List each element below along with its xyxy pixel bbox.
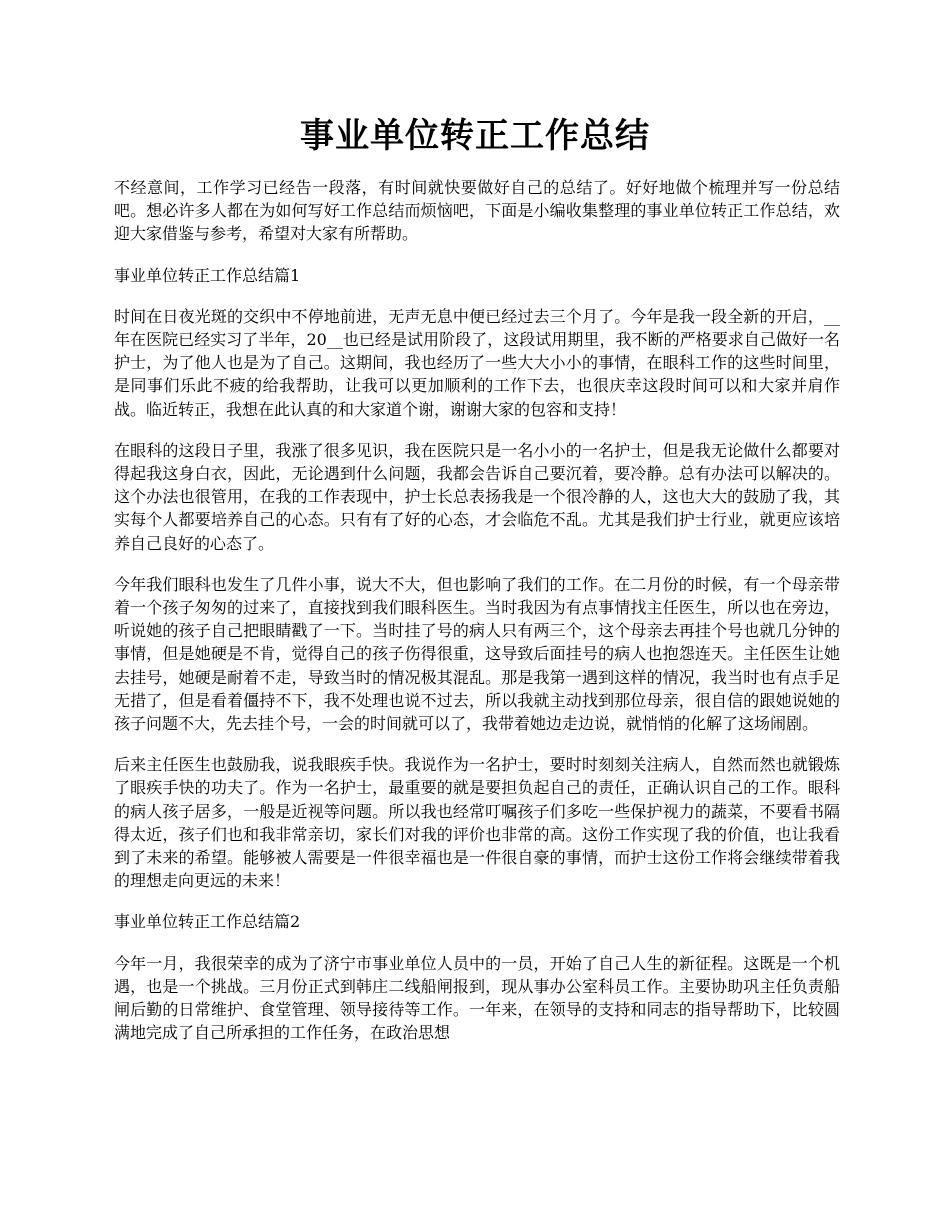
section-1-heading: 事业单位转正工作总结篇1 [114,265,301,285]
section-1-paragraph: 在眼科的这段日子里，我涨了很多见识，我在医院只是一名小小的一名护士，但是我无论做什么都要对得起我这身白衣，因此，无论遇到什么问题，我都会告诉自己要沉着，要冷静。总有办法可以解决的。这个办法也很管用，在我的工作表现中，护士长总表扬我是一个很冷静的人，这也大大的鼓励了我，其实每个人都要培养自己的心态。只有有了好的心态，才会临危不乱。尤其是我们护士行业，就更应该培养自己良好的心态了。 [114,440,840,553]
page-bottom-margin [0,1085,950,1230]
section-1-paragraph: 时间在日夜光斑的交织中不停地前进，无声无息中便已经过去三个月了。今年是我一段全新的开启，__年在医院已经实习了半年，20__也已经是试用阶段了，这段试用期里，我不断的严格要求自己做好一名护士，为了他人也是为了自己。这期间，我也经历了一些大大小小的事情，在眼科工作的这些时间里，是同事们乐此不疲的给我帮助，让我可以更加顺利的工作下去，也很庆幸这段时间可以和大家并肩作战。临近转正，我想在此认真的和大家道个谢，谢谢大家的包容和支持！ [114,306,840,419]
section-2-heading: 事业单位转正工作总结篇2 [114,912,301,932]
section-1-paragraph: 今年我们眼科也发生了几件小事，说大不大，但也影响了我们的工作。在二月份的时候，有一个母亲带着一个孩子匆匆的过来了，直接找到我们眼科医生。当时我因为有点事情找主任医生，所以也在旁边，听说她的孩子自己把眼睛戳了一下。当时挂了号的病人只有两三个，这个母亲去再挂个号也就几分钟的事情，但是她硬是不肯，觉得自己的孩子伤得很重，这导致后面挂号的病人也抱怨连天。主任医生让她去挂号，她硬是耐着不走，导致当时的情况极其混乱。那是我第一遇到这样的情况，我当时也有点手足无措了，但是看着僵持不下，我不处理也说不过去，所以我就主动找到那位母亲，很自信的跟她说她的孩子问题不大，先去挂个号，一会的时间就可以了，我带着她边走边说，就悄悄的化解了这场闹剧。 [114,574,840,734]
intro-paragraph: 不经意间，工作学习已经告一段落，有时间就快要做好自己的总结了。好好地做个梳理并写一份总结吧。想必许多人都在为如何写好工作总结而烦恼吧，下面是小编收集整理的事业单位转正工作总结，欢迎大家借鉴与参考，希望对大家有所帮助。 [114,178,840,244]
document-title: 事业单位转正工作总结 [300,116,650,156]
section-1-paragraph: 后来主任医生也鼓励我，说我眼疾手快。我说作为一名护士，要时时刻刻关注病人，自然而然也就锻炼了眼疾手快的功夫了。作为一名护士，最重要的就是要担负起自己的责任，正确认识自己的工作。眼科的病人孩子居多，一般是近视等问题。所以我也经常叮嘱孩子们多吃一些保护视力的蔬菜，不要看书隔得太近，孩子们也和我非常亲切，家长们对我的评价也非常的高。这份工作实现了我的价值，也让我看到了未来的希望。能够被人需要是一件很幸福也是一件很自豪的事情，而护士这份工作将会继续带着我的理想走向更远的未来！ [114,755,840,891]
section-2-paragraph: 今年一月，我很荣幸的成为了济宁市事业单位人员中的一员，开始了自己人生的新征程。这既是一个机遇，也是一个挑战。三月份正式到韩庄二线船闸报到，现从事办公室科员工作。主要协助巩主任负责船闸后勤的日常维护、食堂管理、领导接待等工作。一年来，在领导的支持和同志的指导帮助下，比较圆满地完成了自己所承担的工作任务，在政治思想 [114,953,840,1043]
document-body [114,176,840,1063]
